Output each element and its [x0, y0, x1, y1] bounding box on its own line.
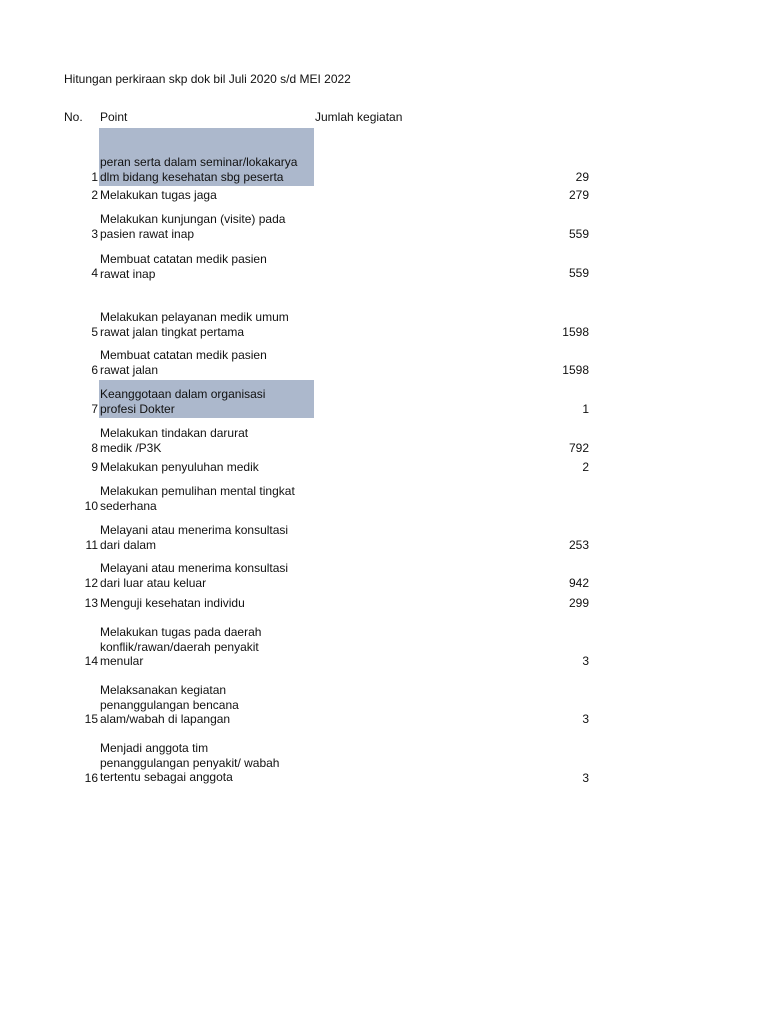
row-number: 8 — [91, 441, 98, 455]
row-jumlah-kegiatan: 559 — [568, 227, 589, 241]
row-number: 6 — [91, 363, 98, 377]
row-jumlah-kegiatan: 3 — [582, 654, 589, 668]
row-number: 7 — [91, 402, 98, 416]
row-number: 9 — [91, 460, 98, 474]
row-point: Menjadi anggota tim penanggulangan penyakit/ wabah tertentu sebagai anggota — [100, 741, 280, 784]
row-jumlah-kegiatan: 2 — [582, 460, 589, 474]
row-point: Melaksanakan kegiatan penanggulangan bencana alam/wabah di lapangan — [100, 683, 239, 726]
page-title: Hitungan perkiraan skp dok bil Juli 2020 s/d MEI 2022 — [64, 72, 351, 86]
row-jumlah-kegiatan: 279 — [568, 188, 589, 202]
row-point: Melakukan pemulihan mental tingkat sederhana — [100, 484, 295, 513]
row-jumlah-kegiatan: 1598 — [562, 363, 589, 377]
header-no: No. — [64, 110, 83, 124]
row-number: 14 — [84, 654, 98, 668]
row-point: Melakukan penyuluhan medik — [100, 460, 259, 474]
row-jumlah-kegiatan: 1598 — [562, 325, 589, 339]
row-jumlah-kegiatan: 559 — [568, 266, 589, 280]
row-point: Membuat catatan medik pasien rawat inap — [100, 252, 267, 281]
row-number: 15 — [84, 712, 98, 726]
row-point: Menguji kesehatan individu — [100, 596, 245, 610]
row-point: Melakukan kunjungan (visite) pada pasien rawat inap — [100, 212, 286, 241]
row-point: Membuat catatan medik pasien rawat jalan — [100, 348, 267, 377]
row-jumlah-kegiatan: 942 — [568, 576, 589, 590]
row-number: 1 — [91, 170, 98, 184]
row-point: Melakukan pelayanan medik umum rawat jalan tingkat pertama — [100, 310, 289, 339]
row-jumlah-kegiatan: 29 — [575, 170, 589, 184]
row-number: 13 — [84, 596, 98, 610]
row-point: Melayani atau menerima konsultasi dari luar atau keluar — [100, 561, 289, 590]
row-number: 2 — [91, 188, 98, 202]
row-point: peran serta dalam seminar/lokakarya dlm bidang kesehatan sbg peserta — [100, 155, 298, 184]
header-jumlah-kegiatan: Jumlah kegiatan — [315, 110, 403, 124]
row-point: Melayani atau menerima konsultasi dari dalam — [100, 523, 289, 552]
row-point: Melakukan tindakan darurat medik /P3K — [100, 426, 249, 455]
row-point: Keanggotaan dalam organisasi profesi Dokter — [100, 387, 266, 416]
row-number: 5 — [91, 325, 98, 339]
row-number: 4 — [91, 266, 98, 280]
row-jumlah-kegiatan: 1 — [582, 402, 589, 416]
row-jumlah-kegiatan: 3 — [582, 771, 589, 785]
row-jumlah-kegiatan: 3 — [582, 712, 589, 726]
row-jumlah-kegiatan: 253 — [568, 538, 589, 552]
row-number: 11 — [85, 538, 98, 552]
row-point: Melakukan tugas pada daerah konflik/rawan/daerah penyakit menular — [100, 625, 262, 668]
row-point: Melakukan tugas jaga — [100, 188, 217, 202]
row-number: 16 — [84, 771, 98, 785]
header-point: Point — [100, 110, 128, 124]
row-number: 10 — [84, 499, 98, 513]
row-jumlah-kegiatan: 299 — [568, 596, 589, 610]
row-jumlah-kegiatan: 792 — [568, 441, 589, 455]
row-number: 3 — [91, 227, 98, 241]
row-number: 12 — [84, 576, 98, 590]
